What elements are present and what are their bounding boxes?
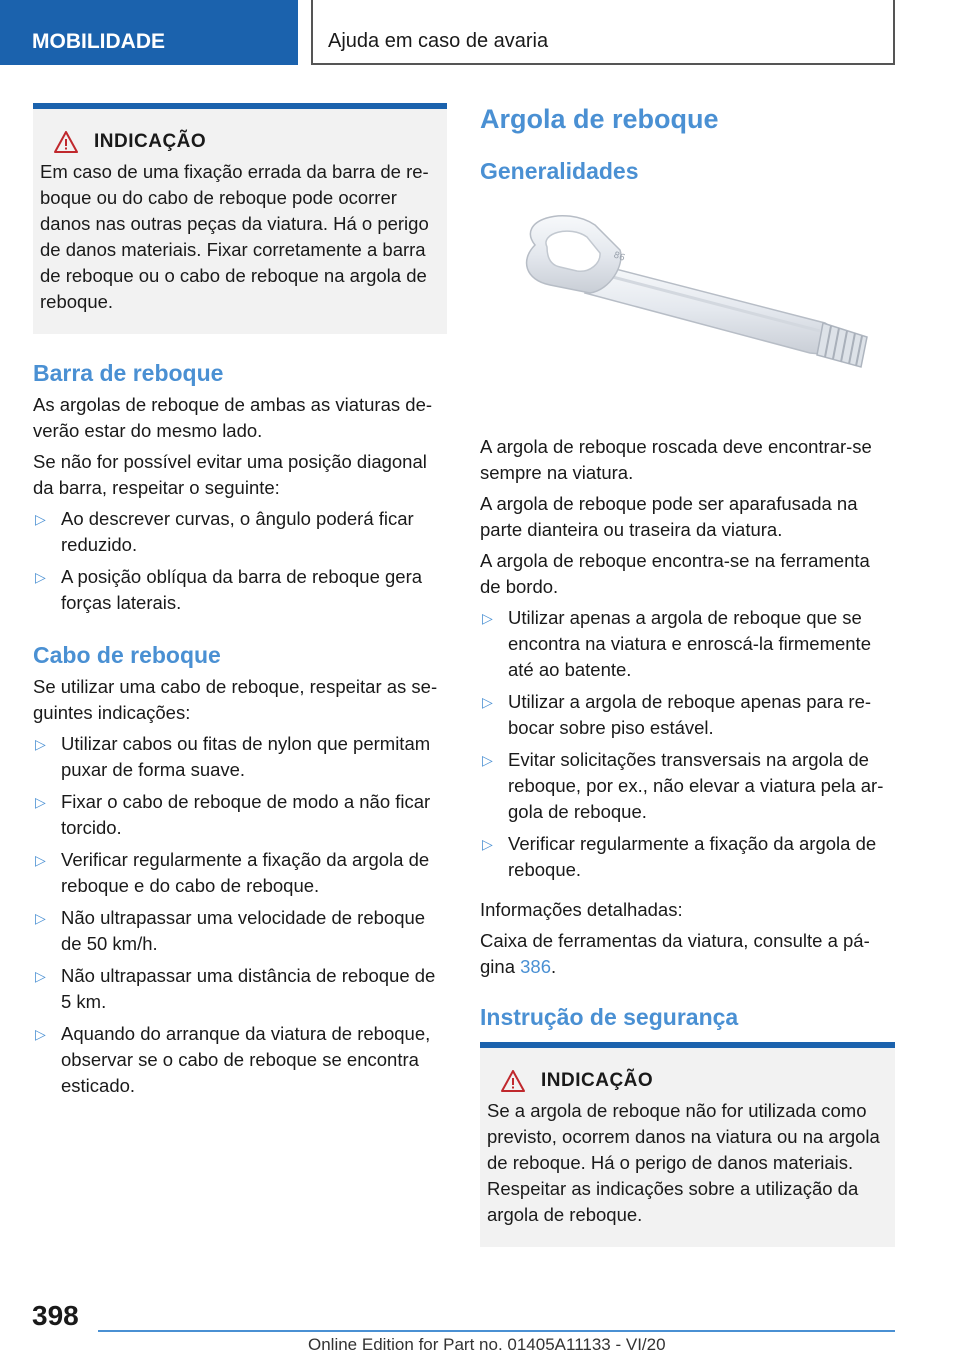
cabo-paragraph-1: Se utilizar uma cabo de reboque, respeitar as seguintes indicações:	[33, 676, 438, 723]
page-link-386[interactable]: 386	[520, 956, 551, 977]
generalidades-paragraph-3: A argola de reboque encontra-se na ferramenta de bordo.	[480, 550, 870, 597]
footer-edition: Online Edition for Part no. 01405A11133 - VI/20	[308, 1335, 666, 1354]
triangle-bullet-icon: ▷	[35, 1026, 46, 1042]
triangle-bullet-icon: ▷	[482, 836, 493, 852]
list-item: ▷ Fixar o cabo de reboque de modo a não ficar torcido.	[35, 791, 431, 838]
list-item: ▷ A posição oblíqua da barra de reboque gera forças laterais.	[35, 566, 423, 613]
heading-generalidades: Generalidades	[480, 158, 639, 184]
notice-box-safety	[480, 1042, 895, 1247]
info-label: Informações detalhadas:	[480, 899, 683, 920]
info-reference: Caixa de ferramentas da viatura, consulte a página 386.	[480, 930, 870, 977]
notice-title: INDICAÇÃO	[541, 1070, 654, 1091]
list-item: ▷ Ao descrever curvas, o ângulo poderá ficar reduzido.	[35, 508, 414, 555]
triangle-bullet-icon: ▷	[35, 910, 46, 926]
svg-text:86: 86	[611, 250, 627, 264]
footer-divider	[98, 1330, 895, 1332]
generalidades-paragraph-1: A argola de reboque roscada deve encontrar-se sempre na viatura.	[480, 436, 872, 483]
towing-eye-illustration	[505, 205, 900, 410]
cabo-list	[33, 731, 447, 1099]
triangle-bullet-icon: ▷	[482, 752, 493, 768]
triangle-bullet-icon: ▷	[35, 852, 46, 868]
page-title-argola-de-reboque: Argola de reboque	[480, 104, 719, 134]
list-item: ▷ Utilizar cabos ou fitas de nylon que permitam puxar de forma suave.	[35, 733, 431, 780]
triangle-bullet-icon: ▷	[35, 736, 46, 752]
triangle-bullet-icon: ▷	[482, 694, 493, 710]
list-item: ▷ Verificar regularmente a fixação da argola de reboque e do cabo de reboque.	[35, 849, 430, 896]
list-item: ▷ Evitar solicitações transversais na argola de reboque, por ex., não elevar a viatura pela argola de reboque.	[482, 749, 884, 822]
heading-cabo-de-reboque: Cabo de reboque	[33, 642, 221, 668]
notice-text: Se a argola de reboque não for utilizada como previsto, ocorrem danos na viatura ou na argola de reboque. Há o perigo de danos materiais. Respeitar as indicações sobre a utilização da argola de reboque.	[487, 1100, 880, 1225]
triangle-bullet-icon: ▷	[35, 511, 46, 527]
list-item: ▷ Utilizar apenas a argola de reboque que se encontra na viatura e enroscá-la firmemente até ao batente.	[482, 607, 871, 680]
notice-box-towing-fixation	[33, 103, 447, 334]
generalidades-list	[480, 605, 895, 883]
warning-icon	[54, 131, 78, 153]
heading-barra-de-reboque: Barra de reboque	[33, 360, 224, 386]
list-item: ▷ Verificar regularmente a fixação da argola de reboque.	[482, 833, 877, 880]
list-item: ▷ Aquando do arranque da viatura de reboque, observar se o cabo de reboque se encontra esticado.	[35, 1023, 431, 1096]
notice-text: Em caso de uma fixação errada da barra de reboque ou do cabo de reboque pode ocorrer danos nas outras peças da viatura. Há o perigo de danos materiais. Fixar corretamente a barra de reboque ou o cabo de reboque na argola de reboque.	[40, 161, 429, 312]
list-item: ▷ Não ultrapassar uma velocidade de reboque de 50 km/h.	[35, 907, 426, 954]
barra-paragraph-2: Se não for possível evitar uma posição diagonal da barra, respeitar o seguinte:	[33, 451, 427, 498]
notice-title: INDICAÇÃO	[94, 131, 207, 152]
triangle-bullet-icon: ▷	[35, 968, 46, 984]
triangle-bullet-icon: ▷	[482, 610, 493, 626]
list-item: ▷ Não ultrapassar uma distância de reboque de 5 km.	[35, 965, 436, 1012]
triangle-bullet-icon: ▷	[35, 794, 46, 810]
heading-instrucao-de-seguranca: Instrução de segurança	[480, 1004, 739, 1030]
section-tab: MOBILIDADE	[0, 0, 298, 65]
chapter-title: Ajuda em caso de avaria	[311, 0, 895, 65]
warning-icon	[501, 1070, 525, 1092]
barra-list	[33, 506, 447, 616]
page-number: 398	[32, 1300, 79, 1331]
barra-paragraph-1: As argolas de reboque de ambas as viaturas deverão estar do mesmo lado.	[33, 394, 433, 441]
generalidades-paragraph-2: A argola de reboque pode ser aparafusada na parte dianteira ou traseira da viatura.	[480, 493, 858, 540]
list-item: ▷ Utilizar a argola de reboque apenas para rebocar sobre piso estável.	[482, 691, 872, 738]
triangle-bullet-icon: ▷	[35, 569, 46, 585]
